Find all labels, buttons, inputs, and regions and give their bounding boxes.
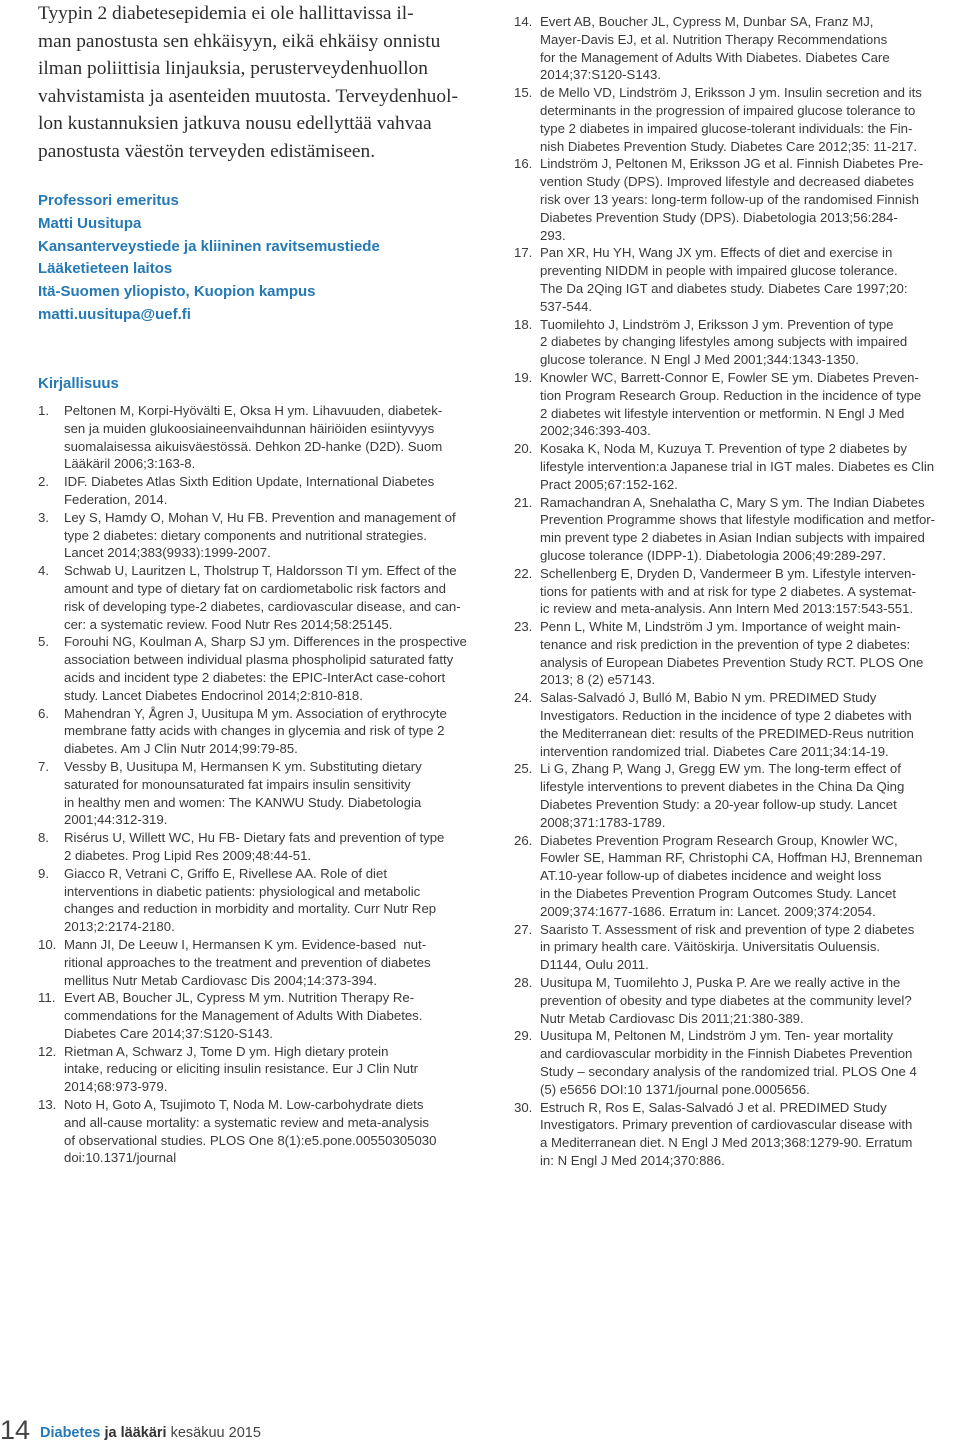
reference-line: Kosaka K, Noda M, Kuzuya T. Prevention of type 2 diabetes by [540,441,908,457]
reference-line: 2013;2:2174-2180. [64,919,175,935]
reference-text [540,1099,958,1170]
reference-line: Ley S, Hamdy O, Mohan V, Hu FB. Prevention and management of [64,509,456,525]
reference-line: and cardiovascular morbidity in the Finnish Diabetes Prevention [540,1046,913,1062]
reference-text [540,84,958,155]
reference-line: Diabetes Prevention Program Research Group, Knowler WC, [540,832,898,848]
reference-line: and all-cause mortality: a systematic review and meta-analysis [64,1114,430,1130]
page-footer [0,1414,420,1447]
reference-line: Vessby B, Uusitupa M, Hermansen K ym. Substituting dietary [64,758,422,774]
reference-line: Schwab U, Lauritzen L, Tholstrup T, Haldorsson TI ym. Effect of the [64,563,457,579]
reference-line: 2 diabetes by changing lifestyles among subjects with impaired [540,334,908,350]
reference-line: Tuomilehto J, Lindström J, Eriksson J ym. Prevention of type [540,316,894,332]
reference-line: association between individual plasma phospholipid saturated fatty [64,652,454,668]
reference-line: doi:10.1371/journal [64,1150,177,1166]
reference-text [64,705,486,758]
reference-line: 2002;346:393-403. [540,423,651,439]
author-name: Matti Uusitupa [38,214,142,232]
reference-line: 2009;374:1677-1686. Erratum in: Lancet. 2009;374:2054. [540,903,876,919]
reference-line: cer: a systematic review. Food Nutr Res 2014;58:25145. [64,616,393,632]
reference-line: determinants in the progression of impaired glucose tolerance to [540,102,916,118]
reference-line: Investigators. Primary prevention of cardiovascular disease with [540,1117,913,1133]
reference-item [514,618,958,689]
reference-line: Evert AB, Boucher JL, Cypress M ym. Nutrition Therapy Re- [64,990,415,1006]
reference-line: Diabetes Care 2014;37:S120-S143. [64,1025,273,1041]
reference-item [514,244,958,315]
reference-line: lifestyle interventions to prevent diabetes in the China Da Qing [540,779,905,795]
magazine-name-part2: ja lääkäri [104,1425,167,1441]
reference-item [514,760,958,831]
reference-line: mellitus Nutr Metab Cardiovasc Dis 2004;14:373-394. [64,972,377,988]
reference-item [514,921,958,974]
reference-line: 2013; 8 (2) e57143. [540,672,656,688]
reference-number: 22. [514,565,533,581]
reference-text [540,155,958,244]
reference-item [38,633,486,704]
reference-text [540,13,958,84]
reference-line: Penn L, White M, Lindström J ym. Importance of weight main- [540,619,901,635]
reference-item [38,758,486,829]
reference-line: saturated for monounsaturated fat impairs insulin sensitivity [64,776,411,792]
reference-item [514,369,958,440]
reference-line: Fowler SE, Hamman RF, Christophi CA, Hoffman HJ, Brenneman [540,850,923,866]
reference-line: acids and incident type 2 diabetes: the EPIC-InterAct case-cohort [64,669,446,685]
reference-line: risk over 13 years: long-term follow-up of the randomised Finnish [540,191,919,207]
reference-line: min prevent type 2 diabetes in Asian Indian subjects with impaired [540,530,925,546]
reference-line: type 2 diabetes in impaired glucose-tolerant individuals: the Fin- [540,120,913,136]
reference-line: 537-544. [540,298,593,314]
reference-number: 8. [38,830,49,846]
reference-line: Study – secondary analysis of the randomized trial. PLOS One 4 [540,1064,917,1080]
reference-item [514,565,958,618]
reference-number: 24. [514,690,533,706]
reference-line: Lindström J, Peltonen M, Eriksson JG et al. Finnish Diabetes Pre- [540,156,924,172]
reference-number: 16. [514,156,533,172]
reference-item [514,1027,958,1098]
reference-text [64,865,486,936]
reference-line: study. Lancet Diabetes Endocrinol 2014;2:810-818. [64,687,363,703]
reference-line: membrane fatty acids with changes in glycemia and risk of type 2 [64,723,445,739]
reference-line: Estruch R, Ros E, Salas-Salvadó J et al. PREDIMED Study [540,1099,887,1115]
reference-item [38,989,486,1042]
reference-number: 25. [514,761,533,777]
reference-line: Federation, 2014. [64,491,168,507]
reference-line: (5) e5656 DOI:10 1371/journal pone.0005656. [540,1081,810,1097]
reference-line: Lancet 2014;383(9933):1999-2007. [64,545,271,561]
reference-number: 14. [514,14,533,29]
reference-line: Mann JI, De Leeuw I, Hermansen K ym. Evidence-based nut- [64,936,427,952]
author-faculty: Lääketieteen laitos [38,260,173,278]
references-left-column [38,402,486,1167]
reference-number: 6. [38,705,49,721]
reference-line: Uusitupa M, Peltonen M, Lindström J ym. Ten- year mortality [540,1028,894,1044]
reference-item [38,865,486,936]
reference-line: interventions in diabetic patients: physiological and metabolic [64,883,421,899]
reference-line: in: N Engl J Med 2014;370:886. [540,1153,725,1168]
reference-line: Pract 2005;67:152-162. [540,476,678,492]
reference-line: Risérus U, Willett WC, Hu FB- Dietary fats and prevention of type [64,830,445,846]
reference-text [64,1043,486,1096]
reference-text [540,440,958,493]
reference-line: Mahendran Y, Ågren J, Uusitupa M ym. Association of erythrocyte [64,705,447,721]
reference-item [38,509,486,562]
reference-number: 10. [38,936,57,952]
intro-line: man panostusta sen ehkäisyyn, eikä ehkäisy onnistu [38,30,441,52]
reference-line: AT.10-year follow-up of diabetes incidence and weight loss [540,868,882,884]
reference-text [540,316,958,369]
reference-line: intervention randomized trial. Diabetes Care 2011;34:14-19. [540,743,889,759]
reference-line: type 2 diabetes: dietary components and nutritional strategies. [64,527,427,543]
reference-item [514,84,958,155]
page-number: 14 [0,1415,31,1445]
reference-line: of observational studies. PLOS One 8(1):e5.pone.00550305030 [64,1132,437,1148]
reference-line: 2014;37:S120-S143. [540,67,661,83]
reference-line: the Mediterranean diet: results of the PREDIMED-Reus nutrition [540,725,914,741]
reference-text [64,473,486,509]
reference-line: 2001;44:312-319. [64,812,168,828]
reference-number: 27. [514,921,533,937]
reference-item [38,1096,486,1167]
reference-line: analysis of European Diabetes Prevention Study RCT. PLOS One [540,654,924,670]
reference-line: diabetes. Am J Clin Nutr 2014;99:79-85. [64,741,298,757]
reference-text [540,244,958,315]
reference-item [514,689,958,760]
magazine-name [40,1423,261,1443]
intro-line: panostusta väestön terveyden edistämiseen. [38,140,376,162]
reference-text [64,989,486,1042]
reference-item [514,13,958,84]
reference-line: changes and reduction in morbidity and mortality. Curr Nutr Rep [64,901,437,917]
reference-item [514,494,958,565]
reference-text [540,369,958,440]
references-heading: Kirjallisuus [38,375,119,392]
reference-line: intake, reducing or eliciting insulin resistance. Eur J Clin Nutr [64,1061,419,1077]
reference-item [38,829,486,865]
intro-line: lon kustannuksien jatkuva nousu edellyttää vahvaa [38,113,432,135]
reference-line: amount and type of dietary fat on cardiometabolic risk factors and [64,580,446,596]
reference-line: for the Management of Adults With Diabetes. Diabetes Care [540,49,890,65]
reference-line: Nutr Metab Cardiovasc Dis 2011;21:380-389. [540,1010,804,1026]
intro-paragraph [38,0,486,166]
reference-text [64,936,486,989]
reference-number: 2. [38,474,49,490]
reference-item [38,1043,486,1096]
reference-line: Noto H, Goto A, Tsujimoto T, Noda M. Low-carbohydrate diets [64,1097,424,1113]
reference-line: Investigators. Reduction in the incidence of type 2 diabetes with [540,708,912,724]
reference-number: 7. [38,758,49,774]
reference-text [540,921,958,974]
reference-line: sen ja muiden glukoosiaineenvaihdunnan häiriöiden esiintyvyys [64,420,435,436]
reference-text [540,1027,958,1098]
references-right-column [514,13,958,1170]
reference-line: Li G, Zhang P, Wang J, Gregg EW ym. The long-term effect of [540,761,901,777]
reference-line: Knowler WC, Barrett-Connor E, Fowler SE ym. Diabetes Preven- [540,369,919,385]
reference-item [514,316,958,369]
reference-text [540,689,958,760]
reference-line: The Da 2Qing IGT and diabetes study. Diabetes Care 1997;20: [540,280,908,296]
reference-line: risk of developing type-2 diabetes, cardiovascular disease, and can- [64,598,461,614]
reference-line: ritional approaches to the treatment and prevention of diabetes [64,954,431,970]
reference-item [38,402,486,473]
reference-item [38,705,486,758]
reference-text [64,829,486,865]
reference-item [514,832,958,921]
reference-line: Forouhi NG, Koulman A, Sharp SJ ym. Differences in the prospective [64,634,467,650]
reference-text [540,832,958,921]
reference-text [64,1096,486,1167]
reference-number: 11. [38,990,56,1006]
reference-text [64,562,486,633]
reference-text [64,758,486,829]
reference-line: in primary health care. Väitöskirja. Universitatis Ouluensis. [540,939,881,955]
reference-line: Lääkäril 2006;3:163-8. [64,456,196,472]
author-email: matti.uusitupa@uef.fi [38,305,191,323]
reference-line: Uusitupa M, Tuomilehto J, Puska P. Are we really active in the [540,975,901,991]
reference-item [514,974,958,1027]
reference-number: 28. [514,975,533,991]
reference-line: Evert AB, Boucher JL, Cypress M, Dunbar SA, Franz MJ, [540,14,874,29]
reference-text [540,565,958,618]
reference-line: Giacco R, Vetrani C, Griffo E, Rivellese AA. Role of diet [64,865,387,881]
reference-text [540,618,958,689]
reference-number: 12. [38,1043,57,1059]
reference-item [38,473,486,509]
reference-line: lifestyle intervention:a Japanese trial in IGT males. Diabetes es Clin [540,458,935,474]
reference-line: Diabetes Prevention Study (DPS). Diabetologia 2013;56:284- [540,209,898,225]
reference-text [64,402,486,473]
reference-line: Saaristo T. Assessment of risk and prevention of type 2 diabetes [540,921,915,937]
reference-line: Pan XR, Hu YH, Wang JX ym. Effects of diet and exercise in [540,245,893,261]
reference-line: Ramachandran A, Snehalatha C, Mary S ym. The Indian Diabetes [540,494,925,510]
reference-line: vention Study (DPS). Improved lifestyle and decreased diabetes [540,174,914,190]
reference-number: 21. [514,494,533,510]
reference-line: ic review and meta-analysis. Ann Intern Med 2013:157:543-551. [540,601,914,617]
reference-text [540,494,958,565]
reference-line: glucose tolerance (IDPP-1). Diabetologia 2006;49:289-297. [540,547,887,563]
reference-line: tion Program Research Group. Reduction in the incidence of type [540,387,922,403]
reference-item [38,562,486,633]
reference-number: 26. [514,832,533,848]
reference-text [540,760,958,831]
reference-line: 293. [540,227,566,243]
reference-number: 17. [514,245,533,261]
reference-number: 15. [514,85,533,101]
intro-line: ilman poliittisia linjauksia, perusterveydenhuollon [38,58,428,80]
reference-line: in healthy men and women: The KANWU Study. Diabetologia [64,794,422,810]
reference-text [64,509,486,562]
reference-line: IDF. Diabetes Atlas Sixth Edition Update, International Diabetes [64,474,435,490]
reference-number: 30. [514,1099,533,1115]
magazine-name-part1: Diabetes [40,1425,101,1441]
reference-number: 18. [514,316,533,332]
reference-item [514,155,958,244]
reference-line: Peltonen M, Korpi-Hyövälti E, Oksa H ym. Lihavuuden, diabetek- [64,403,443,418]
reference-number: 9. [38,865,49,881]
reference-text [64,633,486,704]
reference-line: prevention of obesity and type diabetes at the community level? [540,992,912,1008]
intro-line: Tyypin 2 diabetesepidemia ei ole hallittavissa il- [38,3,414,24]
reference-line: Rietman A, Schwarz J, Tome D ym. High dietary protein [64,1043,389,1059]
reference-number: 3. [38,509,49,525]
reference-line: 2 diabetes. Prog Lipid Res 2009;48:44-51. [64,847,312,863]
reference-text [540,974,958,1027]
reference-line: suomalaisessa aikuisväestössä. Dehkon 2D-hanke (D2D). Suom [64,438,443,454]
author-department: Kansanterveystiede ja kliininen ravitsemustiede [38,237,380,255]
reference-item [38,936,486,989]
issue-date: kesäkuu 2015 [170,1425,261,1441]
reference-number: 1. [38,403,49,418]
reference-line: a Mediterranean diet. N Engl J Med 2013;368:1279-90. Erratum [540,1135,913,1151]
reference-number: 19. [514,369,533,385]
reference-line: nish Diabetes Prevention Study. Diabetes Care 2012;35: 11-217. [540,138,918,154]
reference-line: in the Diabetes Prevention Program Outcomes Study. Lancet [540,886,897,902]
reference-line: 2008;371:1783-1789. [540,814,666,830]
reference-number: 20. [514,441,533,457]
reference-line: tenance and risk prediction in the prevention of type 2 diabetes: [540,636,911,652]
reference-line: Diabetes Prevention Study: a 20-year follow-up study. Lancet [540,797,897,813]
reference-line: Prevention Programme shows that lifestyle modification and metfor- [540,512,936,528]
reference-number: 13. [38,1097,57,1113]
intro-line: vahvistamista ja asenteiden muutosta. Terveydenhuol- [38,85,458,107]
reference-number: 23. [514,619,533,635]
reference-line: de Mello VD, Lindström J, Eriksson J ym. Insulin secretion and its [540,85,922,101]
reference-number: 4. [38,563,49,579]
reference-line: glucose tolerance. N Engl J Med 2001;344:1343-1350. [540,352,859,368]
reference-line: 2 diabetes wit lifestyle intervention or metformin. N Engl J Med [540,405,905,421]
reference-line: Schellenberg E, Dryden D, Vandermeer B ym. Lifestyle interven- [540,565,916,581]
author-university: Itä-Suomen yliopisto, Kuopion kampus [38,283,316,301]
reference-line: D1144, Oulu 2011. [540,957,649,973]
reference-item [514,440,958,493]
author-title: Professori emeritus [38,192,179,209]
reference-number: 5. [38,634,49,650]
reference-line: Mayer-Davis EJ, et al. Nutrition Therapy Recommendations [540,31,888,47]
reference-item [514,1099,958,1170]
reference-number: 29. [514,1028,533,1044]
reference-line: preventing NIDDM in people with impaired glucose tolerance. [540,263,898,279]
reference-line: commendations for the Management of Adults With Diabetes. [64,1008,423,1024]
reference-line: Salas-Salvadó J, Bulló M, Babio N ym. PREDIMED Study [540,690,877,706]
reference-line: 2014;68:973-979. [64,1079,168,1095]
author-block [38,190,486,327]
reference-line: tions for patients with and at risk for type 2 diabetes. A systemat- [540,583,917,599]
